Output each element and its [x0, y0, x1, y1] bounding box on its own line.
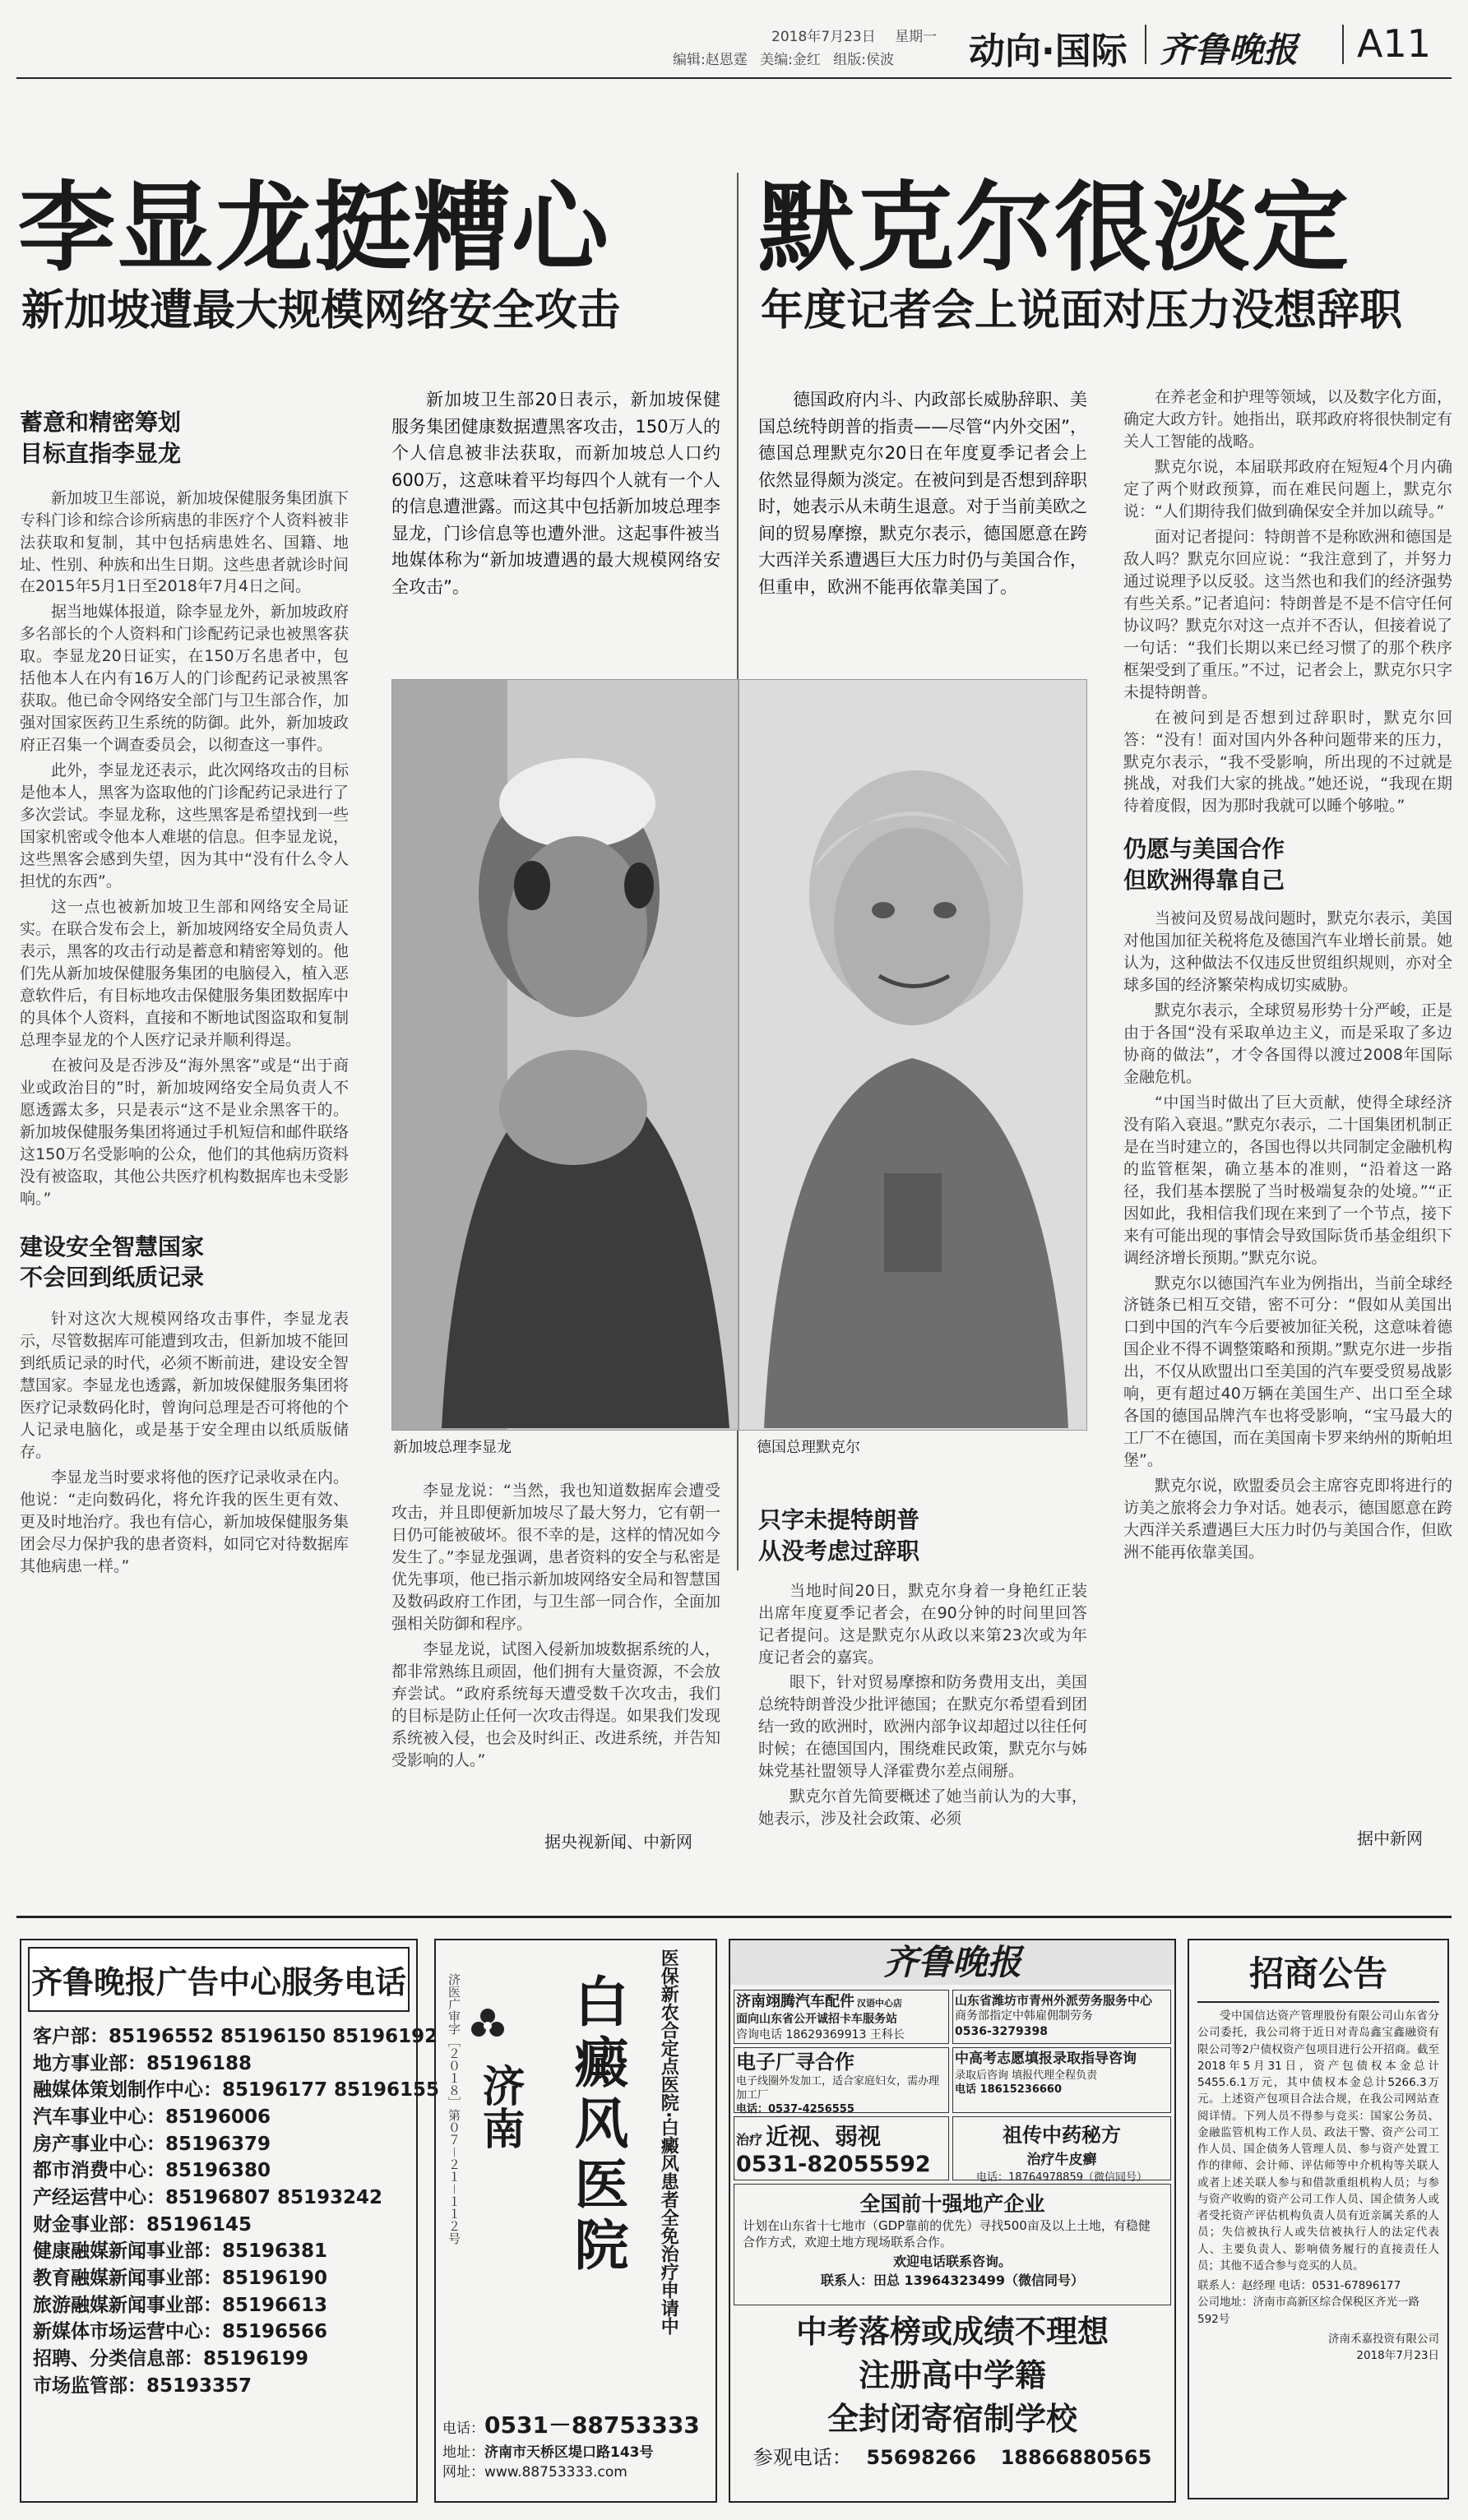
ad-service-phone: 85196190 [222, 2267, 328, 2289]
ad-service-phone: 85196145 [146, 2213, 252, 2236]
ad-service-row [33, 2265, 405, 2292]
ad-service-phone: 85196613 [222, 2294, 328, 2316]
left-paragraph: 这一点也被新加坡卫生部和网络安全局证实。在联合发布会上，新加坡网络安全局负责人表示，黑客的攻击行动是蓄意和精密筹划的。他们先从新加坡保健服务集团的电脑侵入，植入恶意软件后，有目标地攻击保健服务集团数据库中的具体个人资料，直接和不断地试图盗取和复制总理李显龙的个人医疗记录并顺利得逞。 [20, 898, 349, 1049]
ad-service-row [33, 2373, 405, 2400]
header-date-line [771, 25, 937, 45]
left-paragraph: 新加坡卫生部说，新加坡保健服务集团旗下专科门诊和综合诊所病患的非医疗个人资料被非法获取和复制，其中包括病患姓名、国籍、地址、性别、种族和出生日期。这些患者就诊时间在2015年5月1日至2018年7月4日之间。 [20, 488, 349, 596]
classified-a1 [734, 1990, 949, 2044]
classified-a5-phone: 0531-82055592 [736, 2152, 931, 2177]
classified-a1-title-row [736, 1992, 947, 2012]
classified-a6-sub: 治疗牛皮癣 [1026, 2152, 1097, 2168]
left-section2-head-line2: 不会回到纸质记录 [20, 1264, 205, 1292]
left-headline: 李显龙挺糟心 [18, 171, 611, 284]
left-section1-head-line2: 目标直指李显龙 [20, 439, 182, 467]
right-section1-head-line2: 从没考虑过辞职 [758, 1537, 920, 1565]
ad-service-row [33, 2157, 405, 2185]
right-paragraph: 默克尔以德国汽车业为例指出，当前全球经济链条已相互交错，密不可分：“假如从美国出口到中国的汽车今后要被加征关税，这意味着德国企业不得不调整策略和预期。”默克尔进一步指出，不仅从欧盟出口至美国的汽车要受贸易战影响，更有超过40万辆在美国生产、出口至全球各国的德国品牌汽车也将受影响，“宝马最大的工厂不在德国，而在美国南卡罗来纳州的斯帕坦堡”。 [1123, 1274, 1452, 1470]
ads-top-rule [16, 1916, 1452, 1918]
left-paragraph: 此外，李显龙还表示，此次网络攻击的目标是他本人，黑客为盗取他的门诊配药记录进行了多次尝试。李显龙称，这些黑客是希望找到一些国家机密或令他本人难堪的信息。但李显龙说，这些黑客会感到失望，因为其中“没有什么令人担忧的东西”。 [20, 761, 349, 891]
ad-service-row [33, 2051, 405, 2078]
ad-service-row [33, 2104, 405, 2131]
ad-service-row [33, 2212, 405, 2239]
ad-service-label: 新媒体市场运营中心： [33, 2321, 222, 2343]
right-credit: 据中新网 [1357, 1829, 1423, 1848]
classified-brand: 齐鲁晚报 [730, 1940, 1174, 1985]
ad-hospital-contact [442, 2409, 707, 2483]
header-editors: 编辑:赵恩霆 [673, 52, 748, 68]
ad-classifieds [729, 1939, 1176, 2503]
ad-service-label: 融媒体策划制作中心： [33, 2079, 222, 2102]
ad-hospital-phone-row [442, 2409, 707, 2443]
classified-a7-title: 全国前十强地产企业 [859, 2192, 1045, 2216]
ad-service-row [33, 2077, 440, 2104]
lee-photo-caption: 新加坡总理李显龙 [393, 1439, 512, 1456]
ad-service-phone: 85196807 85193242 [165, 2186, 383, 2208]
ad-service-phone: 85196380 [165, 2160, 271, 2182]
notice-body: 受中国信达资产管理股份有限公司山东省分公司委托，我公司将于近日对青岛鑫宝鑫融资有限公司等2户债权资产包项目进行公开招商。截至2018年5月31日，资产包债权本金总计5455.6.1万元，其中债权本金总计5266.3万元。上述资产包项目合法合规，在我公司网站查阅详情。下列人员不得参与竞买：国家公务员、金融监管机构工作人员、政法干警、资产公司工作人员、国企债务人管理人员、参与资产处置工作的律师、会计师、评估师等中介机构等关联人或者上述关联人参与和借款重组机构人员；与参与资产收购的资产公司工作人员、国企债务人或者受托资产评估机构负责人员有近亲属关系的人员；失信被执行人或失信被执行人的法定代表人、主要负责人、影响债务履行的直接责任人员；其他不适合参与竞买的人员。 [1197, 2009, 1439, 2273]
ad-hospital-address: 济南市天桥区堤口路143号 [484, 2444, 654, 2461]
ad-service-phone: 85196552 85196150 85196192 [109, 2026, 438, 2047]
right-subheadline: 年度记者会上说面对压力没想辞职 [761, 286, 1403, 335]
notice-date: 2018年7月23日 [1356, 2349, 1439, 2362]
ad-hospital-city: 济南 [475, 2064, 524, 2149]
ad-service-phone: 85196006 [165, 2106, 271, 2128]
ad-service-label: 房产事业中心： [33, 2133, 165, 2155]
right-paragraph: 默克尔说，本届联邦政府在短短4个月内确定了两个财政预算，而在难民问题上，默克尔说：“人们期待我们做到确保安全并加以疏导。” [1123, 457, 1452, 520]
header-weekday: 星期一 [895, 29, 938, 45]
classified-a6 [952, 2116, 1171, 2184]
ad-hospital [434, 1939, 717, 2503]
header-proofreader: 组版:侯波 [833, 52, 895, 68]
classified-a1-tag: 汉语中心店 [857, 1998, 902, 2009]
classified-school-phone-1: 55698266 [866, 2445, 976, 2469]
ad-service-label: 客户部： [33, 2026, 109, 2047]
ad-service-phone: 85193357 [146, 2374, 252, 2397]
classified-a6-phone: 电话：18764978859（微信同号） [976, 2171, 1147, 2184]
classified-school-line1: 中考落榜或成绩不理想 [795, 2314, 1109, 2350]
left-section1-head-line1: 蓄意和精密筹划 [20, 409, 182, 436]
classified-a4 [952, 2047, 1171, 2113]
ad-hospital-phone: 0531－88753333 [484, 2411, 700, 2439]
classified-school-phone-label: 参观电话： [753, 2445, 852, 2469]
left-section2-head [20, 1232, 349, 1294]
ad-service-phone: 85196566 [222, 2321, 328, 2343]
ad-service-label: 健康融媒新闻事业部： [33, 2240, 222, 2263]
ad-service-phone: 85196199 [203, 2347, 309, 2370]
classified-school-line2: 注册高中学籍 [858, 2357, 1046, 2394]
classified-a1-line: 面向山东省公开诚招卡车服务站 [736, 2013, 897, 2027]
notice-contact: 联系人：赵经理 电话：0531-67896177 [1197, 2279, 1401, 2292]
classified-a3-title: 电子厂寻合作 [736, 2051, 854, 2074]
ad-hospital-address-label: 地址： [442, 2444, 484, 2461]
classified-a1-phone: 咨询电话 18629369913 王科长 [736, 2028, 905, 2042]
notice-title: 招商公告 [1197, 1947, 1439, 2003]
classified-a4-line: 录取后咨询 填报代理全程负责 [955, 2069, 1098, 2082]
right-lead: 德国政府内斗、内政部长威胁辞职、美国总统特朗普的指责——尽管“内外交困”，德国总理默克尔20日在年度夏季记者会上依然显得颇为淡定。在被问到是否想到辞职时，她表示从未萌生退意。对于当前美欧之间的贸易摩擦，默克尔表示，德国愿意在跨大西洋关系遭遇巨大压力时仍与美国合作，但重申，欧洲不能再依靠美国了。 [758, 390, 1087, 597]
classified-a4-title: 中高考志愿填报录取指导咨询 [955, 2051, 1137, 2067]
left-paragraph: 李显龙当时要求将他的医疗记录收录在内。他说：“走向数码化，将允许我的医生更有效、更及时地治疗。我也有信心，新加坡保健服务集团会尽力保护我的患者资料，如同它对待数据库其他病患一样。” [20, 1468, 349, 1575]
right-section2-head-line1: 仍愿与美国合作 [1123, 835, 1285, 863]
ad-hospital-name: 白癜风医院 [565, 1973, 628, 2277]
notice-address: 公司地址：济南市高新区综合保税区齐光一路592号 [1197, 2296, 1419, 2326]
header-date: 2018年7月23日 [771, 29, 876, 45]
right-paragraph: “中国当时做出了巨大贡献，使得全球经济没有陷入衰退。”默克尔表示，二十国集团机制正是在当时建立的，各国也得以共同制定金融机构的监管框架，确立基本的准则，“沿着这一路径，我们基本摆脱了当时极端复杂的处境。”“正因如此，我相信我们现在来到了一个节点，接下来有可能出现的事情会导致国际货币基金组织下调经济增长预期。”默克尔说。 [1123, 1093, 1452, 1267]
classified-a5-left: 治疗 [736, 2132, 763, 2148]
classified-a2-title: 山东省潍坊市青州外派劳务服务中心 [955, 1993, 1153, 2008]
right-paragraph: 默克尔首先简要概述了她当前认为的大事，她表示，涉及社会政策、必须 [758, 1787, 1087, 1829]
lee-photo [391, 679, 739, 1431]
ad-hospital-web: www.88753333.com [484, 2464, 627, 2481]
ad-hospital-web-label: 网址： [442, 2464, 484, 2481]
classified-a2 [952, 1990, 1171, 2044]
right-paragraph: 当被问及贸易战问题时，默克尔表示，美国对他国加征关税将危及德国汽车业增长前景。她认为，这种做法不仅违反世贸组织规则，亦对全球多国的经济繁荣构成切实威胁。 [1123, 909, 1452, 994]
classified-school [734, 2310, 1171, 2496]
ad-service-title: 齐鲁晚报广告中心服务电话 [28, 1947, 410, 2012]
ad-investment-notice [1188, 1939, 1449, 2499]
classified-a3 [734, 2047, 949, 2113]
left-paragraph: 在被问及是否涉及“海外黑客”或是“出于商业或政治目的”时，新加坡网络安全局负责人不愿透露太多，只是表示“这不是业余黑客干的。新加坡保健服务集团将通过手机短信和邮件联络这150万名受影响的公众，他们的其他病历资料没有被盗取，其他公共医疗机构数据库也未受影响。” [20, 1056, 349, 1208]
left-paragraph: 李显龙说，试图入侵新加坡数据系统的人，都非常熟练且顽固，他们拥有大量资源，不会放弃尝试。“政府系统每天遭受数千次攻击，我们的目标是防止任何一次攻击得逞。如果我们发现系统被入侵，也会及时纠正、改进系统，并告知受影响的人。” [391, 1639, 720, 1769]
ad-service-phone: 85196379 [165, 2133, 271, 2155]
paper-logo: 齐鲁晚报 [1160, 30, 1299, 70]
left-paragraph: 针对这次大规模网络攻击事件，李显龙表示，尽管数据库可能遭到攻击，但新加坡不能回到纸质记录的时代，必须不断前进，建设安全智慧国家。李显龙也透露，新加坡保健服务集团将医疗记录数码化时，曾询问总理是否可将他的个人记录电脑化，或是基于安全理由以纸质版储存。 [20, 1310, 349, 1461]
classified-a7-phone: 联系人：田总 13964323499（微信同号） [820, 2272, 1085, 2288]
right-section2-head-line2: 但欧洲得靠自己 [1123, 867, 1285, 895]
classified-school-phone-2: 18866880565 [1000, 2445, 1152, 2469]
ad-hospital-tagline: 医保新农合定点医院·白癜风患者全免治疗申请中 [658, 1949, 679, 2336]
left-paragraph: 据当地媒体报道，除李显龙外，新加坡政府多名部长的个人资料和门诊配药记录也被黑客获取。李显龙20日证实，在150万名患者中，包括他本人在内有16万人的门诊配药记录被黑客获取。他已命令网络安全部门与卫生部合作，加强对国家医药卫生系统的防御。此外，新加坡政府正召集一个调查委员会，以彻查这一事件。 [20, 603, 349, 755]
classified-school-line3: 全封闭寄宿制学校 [827, 2401, 1077, 2438]
ad-service-row [33, 2238, 405, 2265]
left-section1-head [20, 407, 349, 469]
ad-service-row [33, 2131, 405, 2158]
right-section2-head [1123, 834, 1452, 896]
classified-a6-title: 祖传中药秘方 [1003, 2124, 1121, 2147]
section-name: 动向·国际 [969, 30, 1128, 72]
ad-service-row [33, 2319, 405, 2346]
hospital-logo-icon [469, 2006, 507, 2044]
ad-service-label: 汽车事业中心： [33, 2106, 165, 2128]
right-paragraph: 眼下，针对贸易摩擦和防务费用支出，美国总统特朗普没少批评德国；在默克尔希望看到团结一致的欧洲时，欧洲内部争议却超过以往任何时候；在德国国内，围绕难民政策，默克尔与姊妹党基社盟领导人泽霍费尔差点闹掰。 [758, 1673, 1087, 1781]
right-column-3 [1123, 386, 1452, 1567]
classified-a7-contact: 欢迎电话联系咨询。 [892, 2253, 1012, 2269]
left-subheadline: 新加坡遭最大规模网络安全攻击 [21, 286, 621, 335]
ad-service-label: 教育融媒新闻事业部： [33, 2267, 222, 2289]
ad-service-row [33, 2023, 438, 2051]
right-headline: 默克尔很淡定 [758, 171, 1351, 284]
classified-a2-line: 商务部指定中韩雇佣制劳务 [955, 2009, 1093, 2023]
ad-service-label: 财金事业部： [33, 2213, 146, 2236]
classified-a3-line: 电子线圈外发加工，适合家庭妇女，需办理加工厂 [736, 2075, 940, 2102]
classified-a5-title: 近视、弱视 [766, 2123, 882, 2150]
ad-service-phone: 85196177 85196155 [222, 2079, 440, 2102]
classified-a1-title: 济南翊腾汽车配件 [736, 1993, 854, 2010]
classified-a7 [734, 2184, 1171, 2305]
header-divider-2 [1342, 25, 1344, 64]
right-section1-head-line1: 只字未提特朗普 [758, 1506, 920, 1533]
ad-service-phone: 85196381 [222, 2240, 328, 2263]
left-lead: 新加坡卫生部20日表示，新加坡保健服务集团健康数据遭黑客攻击，150万人的个人信息被非法获取，而新加坡总人口约600万，这意味着平均每四个人就有一个人的信息遭泄露。而这其中包括新加坡总理李显龙，门诊信息等也遭外泄。这起事件被当地媒体称为“新加坡遭遇的最大规模网络安全攻击”。 [391, 390, 720, 597]
ad-service-list [21, 2018, 440, 2404]
left-column-1 [20, 407, 349, 1581]
right-paragraph: 面对记者提问：特朗普不是称欧洲和德国是敌人吗？默克尔回应说：“我注意到了，并努力通过说理予以反驳。这当然也和我们的经济强势有些关系。”记者追问：特朗普是不是不信守任何协议吗？默克尔对这一点并不否认，但接着说了一句话：“我们长期以来已经习惯了的那个秩序框架受到了重压。”不过，记者会上，默克尔只字未提特朗普。 [1123, 527, 1452, 701]
classified-a5-title-row [736, 2119, 947, 2152]
header-rule [16, 77, 1452, 79]
classified-school-phones [734, 2442, 1171, 2473]
ad-hospital-permit: 济医广审字［２０１８］第０７－２１－１１２号 [447, 1973, 461, 2245]
right-column-2 [758, 1505, 1087, 1833]
ad-service-label: 招聘、分类信息部： [33, 2347, 203, 2370]
ad-hospital-web-row [442, 2462, 707, 2483]
ad-service-label: 市场监管部： [33, 2374, 146, 2397]
header-editors-line [673, 48, 894, 68]
ad-service-phone: 85196188 [146, 2052, 252, 2074]
page-number: A11 [1357, 21, 1432, 66]
right-paragraph: 在被问到是否想到过辞职时，默克尔回答：“没有！面对国内外各种问题带来的压力，默克尔表示，“我不受影响，所出现的不过就是挑战，对我们大家的挑战。”她还说，“我现在期待着度假，因为那时我就可以睡个够啦。” [1123, 708, 1452, 816]
classified-a7-line: 计划在山东省十七地市（GDP靠前的优先）寻找500亩及以上土地，有稳健合作方式，欢迎土地方现场联系合作。 [743, 2218, 1151, 2250]
right-section1-head [758, 1505, 1087, 1567]
ad-hospital-phone-label: 电话： [442, 2421, 484, 2437]
classified-a2-phone: 0536-3279398 [955, 2025, 1048, 2039]
classified-a5 [734, 2116, 949, 2180]
ad-service-label: 都市消费中心： [33, 2160, 165, 2182]
ad-service-row [33, 2185, 405, 2212]
merkel-photo [739, 679, 1087, 1431]
merkel-photo-illustration [739, 680, 1086, 1430]
left-section2-head-line1: 建设安全智慧国家 [20, 1232, 205, 1260]
classified-a4-phone: 电话 18615236660 [955, 2083, 1063, 2097]
right-paragraph: 默克尔表示，全球贸易形势十分严峻，正是由于各国“没有采取单边主义，而是采取了多边协商的做法”，才令各国得以渡过2008年国际金融危机。 [1123, 1001, 1452, 1086]
ad-service-phones [20, 1939, 440, 2503]
header-designer: 美编:金红 [760, 52, 821, 68]
ad-service-row [33, 2346, 405, 2373]
right-paragraph: 在养老金和护理等领域，以及数字化方面，确定大政方针。她指出，联邦政府将很快制定有关人工智能的战略。 [1123, 388, 1452, 451]
ad-service-row [33, 2292, 405, 2319]
merkel-photo-caption: 德国总理默克尔 [757, 1439, 860, 1456]
classified-a3-phone: 电话：0537-4256555 [736, 2102, 854, 2115]
header-divider [1145, 25, 1146, 64]
left-paragraph: 李显龙说：“当然，我也知道数据库会遭受攻击，并且即便新加坡尽了最大努力，它有朝一日仍可能被破坏。很不幸的是，这样的情况如今发生了。”李显龙强调，患者资料的安全与私密是优先事项，他已指示新加坡网络安全局和智慧国及数码政府工作团，与卫生部一同合作，全面加强相关防御和程序。 [391, 1482, 720, 1633]
ad-service-label: 旅游融媒新闻事业部： [33, 2294, 222, 2316]
ad-service-label: 产经运营中心： [33, 2186, 165, 2208]
left-column-3 [391, 1480, 720, 1775]
notice-signer: 济南禾嘉投资有限公司 [1328, 2332, 1439, 2346]
right-paragraph: 默克尔说，欧盟委员会主席容克即将进行的访美之旅将会力争对话。她表示，德国愿意在跨大西洋关系遭遇巨大压力时仍与美国合作，但欧洲不能再依靠美国。 [1123, 1477, 1452, 1562]
ad-hospital-address-row [442, 2443, 707, 2463]
ad-service-label: 地方事业部： [33, 2052, 146, 2074]
right-paragraph: 当地时间20日，默克尔身着一身艳红正装出席年度夏季记者会，在90分钟的时间里回答记者提问。这是默克尔从政以来第23次或为年度记者会的嘉宾。 [758, 1581, 1087, 1667]
left-credit: 据央视新闻、中新网 [544, 1832, 692, 1852]
lee-photo-illustration [392, 680, 738, 1430]
